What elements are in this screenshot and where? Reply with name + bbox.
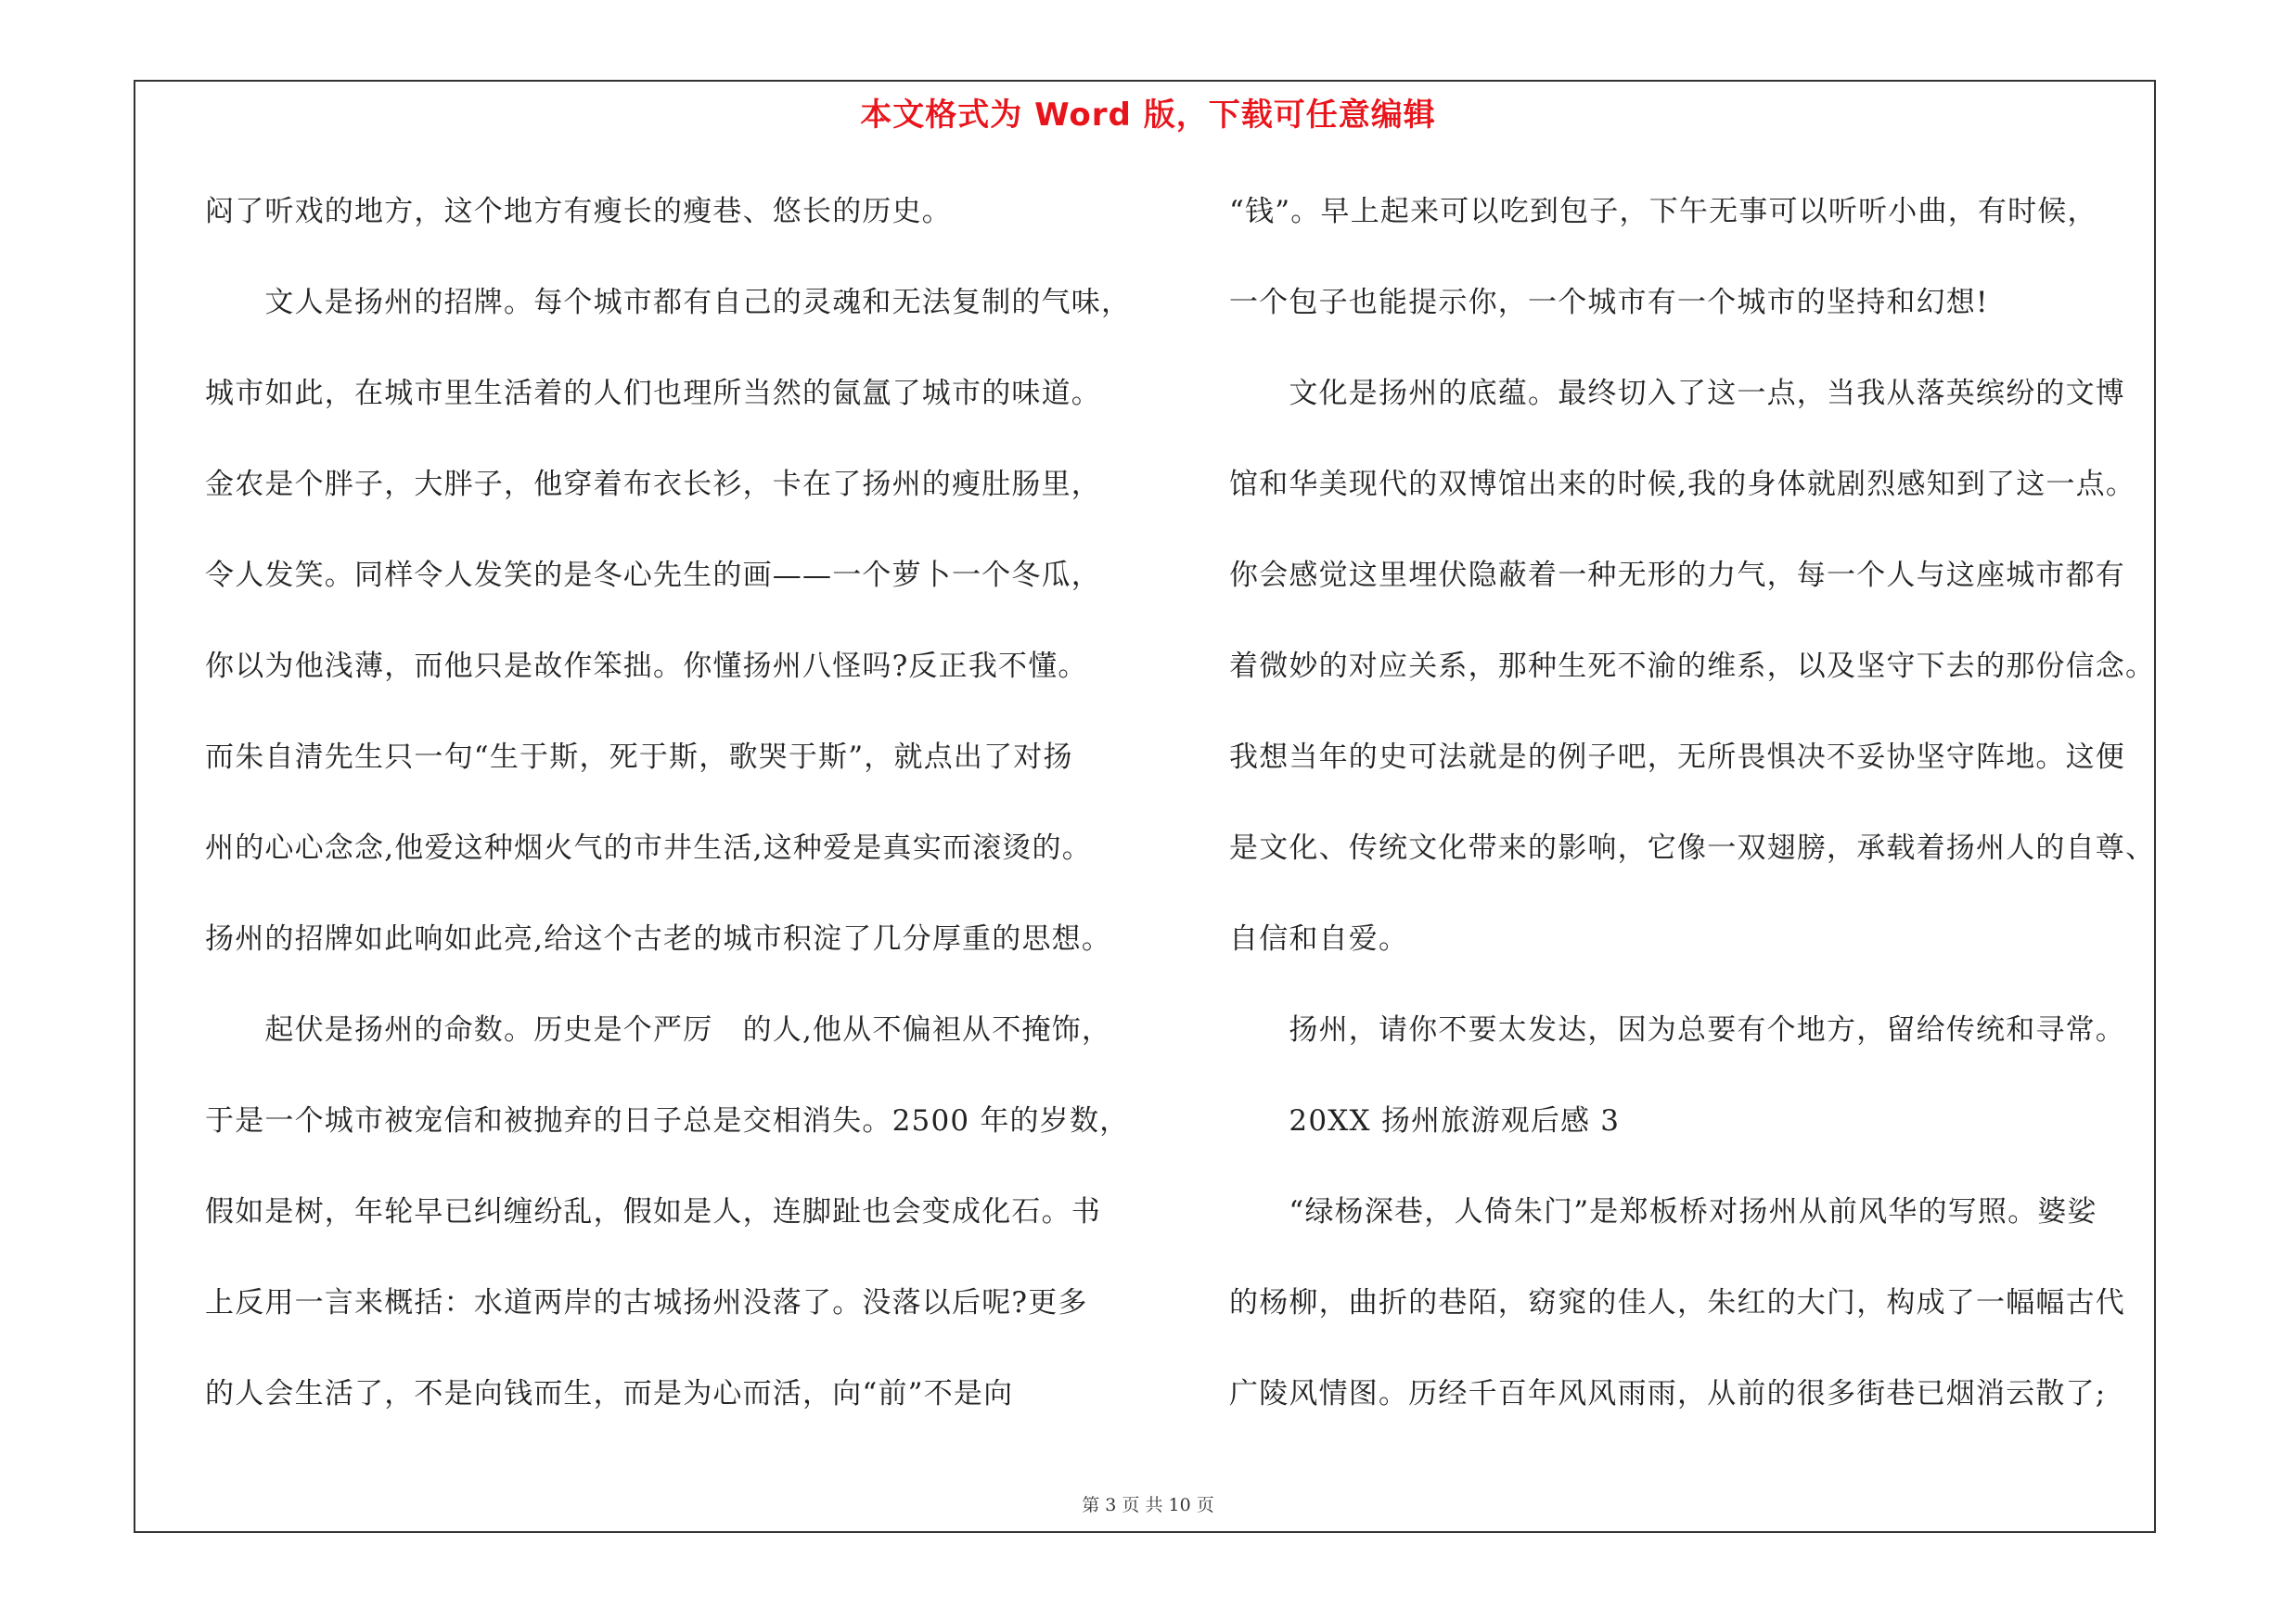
text-line: 自信和自爱。 xyxy=(1229,922,1409,956)
right-text-column xyxy=(1229,186,2185,1459)
text-line: 着微妙的对应关系，那种生死不渝的维系，以及坚守下去的那份信念。 xyxy=(1229,650,2156,683)
text-line: 的人会生活了，不是向钱而生，而是为心而活，向“前”不是向 xyxy=(205,1377,1014,1410)
text-line: 金农是个胖子，大胖子，他穿着布衣长衫，卡在了扬州的瘦肚肠里， xyxy=(205,468,1101,501)
text-line: “绿杨深巷，人倚朱门”是郑板桥对扬州从前风华的写照。婆娑 xyxy=(1229,1195,2097,1229)
text-line: 于是一个城市被宠信和被抛弃的日子总是交相消失。2500 年的岁数， xyxy=(205,1104,1130,1138)
text-line: 假如是树，年轮早已纠缠纷乱，假如是人，连脚趾也会变成化石。书 xyxy=(205,1195,1101,1229)
text-line: 你会感觉这里埋伏隐蔽着一种无形的力气，每一个人与这座城市都有 xyxy=(1229,559,2125,592)
text-line: 你以为他浅薄，而他只是故作笨拙。你懂扬州八怪吗?反正我不懂。 xyxy=(205,650,1088,683)
left-text-column xyxy=(205,186,1161,1459)
word-format-banner: 本文格式为 Word 版，下载可任意编辑 xyxy=(860,97,1436,134)
text-line: “钱”。早上起来可以吃到包子，下午无事可以听听小曲，有时候， xyxy=(1229,195,2097,228)
text-line: 文化是扬州的底蕴。最终切入了这一点，当我从落英缤纷的文博 xyxy=(1229,377,2125,410)
text-line: 的杨柳，曲折的巷陌，窈窕的佳人，朱红的大门，构成了一幅幅古代 xyxy=(1229,1286,2125,1320)
text-line: 州的心心念念,他爱这种烟火气的市井生活,这种爱是真实而滚烫的。 xyxy=(205,831,1092,865)
text-line: 起伏是扬州的命数。历史是个严厉 的人,他从不偏袒从不掩饰， xyxy=(205,1013,1112,1047)
text-line: 闷了听戏的地方，这个地方有瘦长的瘦巷、悠长的历史。 xyxy=(205,195,952,228)
text-line: 令人发笑。同样令人发笑的是冬心先生的画——一个萝卜一个冬瓜， xyxy=(205,559,1101,592)
text-line: 我想当年的史可法就是的例子吧，无所畏惧决不妥协坚守阵地。这便 xyxy=(1229,741,2125,774)
text-line: 文人是扬州的招牌。每个城市都有自己的灵魂和无法复制的气味， xyxy=(205,286,1132,319)
text-line: 馆和华美现代的双博馆出来的时候,我的身体就剧烈感知到了这一点。 xyxy=(1229,468,2136,501)
text-line: 是文化、传统文化带来的影响，它像一双翅膀，承载着扬州人的自尊、 xyxy=(1229,831,2156,865)
text-line: 广陵风情图。历经千百年风风雨雨，从前的很多街巷已烟消云散了; xyxy=(1229,1377,2107,1410)
section-heading: 20XX 扬州旅游观后感 3 xyxy=(1229,1104,1621,1138)
text-line: 而朱自清先生只一句“生于斯，死于斯，歌哭于斯”，就点出了对扬 xyxy=(205,741,1073,774)
text-line: 城市如此，在城市里生活着的人们也理所当然的氤氲了城市的味道。 xyxy=(205,377,1101,410)
text-line: 扬州的招牌如此响如此亮,给这个古老的城市积淀了几分厚重的思想。 xyxy=(205,922,1112,956)
text-line: 上反用一言来概括：水道两岸的古城扬州没落了。没落以后呢?更多 xyxy=(205,1286,1088,1320)
page-number: 第 3 页 共 10 页 xyxy=(1082,1495,1214,1515)
text-line: 一个包子也能提示你，一个城市有一个城市的坚持和幻想! xyxy=(1229,286,1989,319)
text-line: 扬州，请你不要太发达，因为总要有个地方，留给传统和寻常。 xyxy=(1229,1013,2125,1047)
